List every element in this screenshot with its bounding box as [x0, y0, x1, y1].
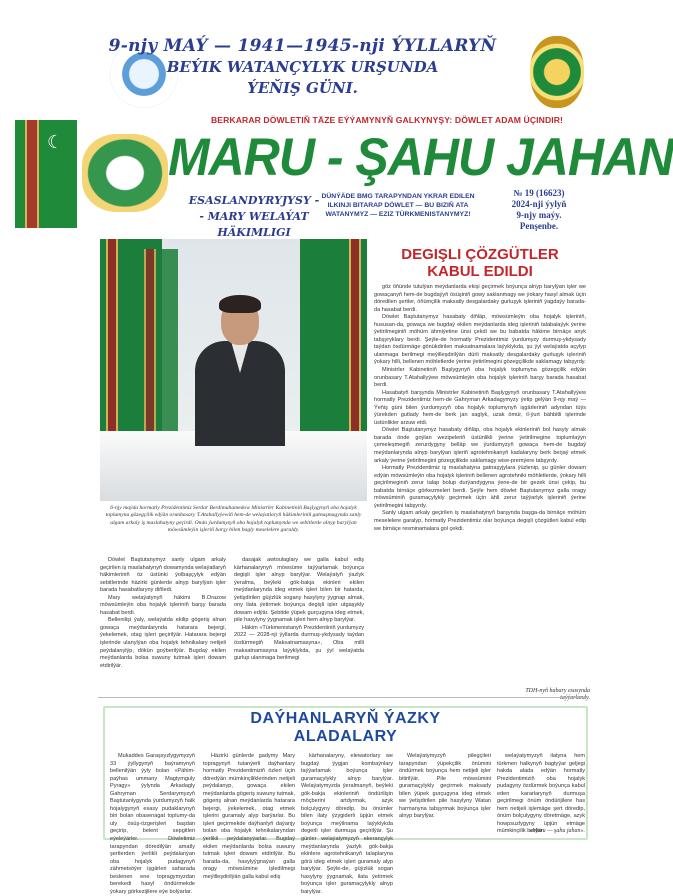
president-photo — [100, 239, 367, 501]
newspaper-title — [168, 127, 673, 188]
article-headline — [375, 246, 585, 280]
farmers-headline-line-2: ALADALARY — [293, 728, 398, 745]
banner-line-1: 9-njy MAÝ — 1941—1945-nji ÝYLLARYŇ — [108, 36, 497, 56]
paragraph: göz öňünde tutulýan meýdanlarda ekişi geçirmek boýunça alnyp barylýan işler we gowaçanyň hem-de bugdaýyň ösüşiniň gowy saklanmagy we ýokary hasyl almak üçin döredilen şertler, öňümçilik maksatly desgalardaky gurluşyk işleriniň ýagdaýy barada-da hasabat berdi. — [374, 284, 586, 313]
tagline: BERKARAR DÖWLETIŇ TÄZE EÝÝAMYNYŇ GALKYNYŞY: DÖWLET ADAM ÜÇINDIR! — [210, 115, 564, 125]
issue-weekday: Penşenbe. — [519, 221, 559, 231]
victory-day-banner — [95, 36, 510, 102]
founder-line-1: ESASLANDYRYJYSY - — [188, 194, 320, 207]
source-credit — [500, 688, 590, 702]
farmers-column-2 — [203, 753, 295, 880]
paragraph: dasajak awtoulaglary we galla kabul ediş kärhanalarynyň möwsüme taýýarlamak boýunça degişli işler alnyp barylýar. Welaýatyň ýazlyk ýeralma, beýleki gök-bakja ekinleri ekilen meýdanlarynda ideg etmek işleri bilen bir hatarda, ýetişdirilen güýzlük sogany hasylyny ýygnap almak, ony ilata ýetirmek boýunça degişli işler utgaşykly dowam edýär. Şebitde ýüpek gurçugyna ideg etmek, pile hasylyny ýygnamak işleri hem alnyp barylýar. — [234, 557, 364, 624]
paragraph: Häkim «Türkmenistanyň Prezidentiniň ýurdumyzy 2022 — 2028-nji ýyllarda durmuş-ykdysady taýdan ösdürmegiň Maksatnamasyna», Oba milli maksatnamasyna laýyklykda, şu ýyl welaýatda gurlup ulanmaga berilmegi — [234, 624, 364, 662]
farmers-column-1 — [110, 753, 195, 895]
paragraph: Bellenilişi ýaly, welaýatda ekilip gögeriş alnan gowaça meýdanlarynda hatarara bejergi, ýekelemek, otag işleri geçirilýär. Hatarara bejergi işlerinde ulanylýan oba hojalyk tehnikalary netijeli peýdalanylýp, dökün goýberilýär. Bugdaý ekilen meýdanlarda bolsa suwuny tutmak işleri dowam etdirilýär. — [100, 617, 226, 669]
banner-line-3: ÝEŇIŞ GÜNI. — [247, 79, 358, 97]
paragraph: welaýatymyzyň ilatyna hem türkmen halkynyň bagtyýar geljegi hakda alada edýän hormatly Prezidentimiziň oba hojalyk pudagyny ösdürmek boýunça kabul eden kararlarynyň durmuşa geçirilmegi önüm öndürijilere has hem netijeli işlemäge şert döredip, önüm bolçulygyny döretmäge, azyk howpsuzlygyny üpjün etmäge mümkinçilik berýär. — [497, 753, 585, 835]
paragraph: Döwlet Baştutanymyz hasabaty diňläp, möwsümleýin oba hojalyk işleriniň, hususan-da, gowaça we bugdaý ekilen meýdanlarda ideg işleriniň talabalaýyk ýerine ýetirilmeginiň möhüm ähmiýetine ünsi çekdi we bu babatda hâkime birnäçe anyk tabşyryklary berdi. Şeýle-de hormatly Prezidentimiz ýurdumyzy durmuş-ykdysady taýdan ösdürmäge gönükdirilen maksatnamalara laýyklykda, şu ýyl welaýatda açylyp ulanmaga berilmegi meýilleşdirilýän dürli maksatly desgalardaky gurluşyk işleriniň ýokary hilli, bellenen möhletlerde ýerine ýetirilmegini gözegçilikde saklamagy tabşyrdy. — [374, 314, 586, 366]
flag-icon: ☾ — [15, 120, 77, 228]
paragraph: kärhanalaryny, elewatorlary we bugdaý ýygjan kombaýnlary taýýarlamak boýunça işler guramaçylykly alnyp barylýar. Welaýatymyzda ýeralmanyň, beýleki gök-bakja ekinleriniň öndürilişin möçberini artdyrmak, azyk bolçulygyny döredip, bu önümler bilen ilaty ýzygiderli üpjün etmek boýunça meýilnama laýyklykda degerli işler durmuşa geçirilýär. Şu günler welaýatymyzyň ekerançylyk meýdanlarynda ýazlyk gök-bakja ekinlere agrotehnikanyň talaplaryna görä ideg etmek işleri guramaly alyp barylýar. Şeýle-de, güýzlük sogan hasylyny ýygnamak, ilata ýetirmek boýunça işler guramaçylykly alnyp barylýar. — [301, 753, 393, 895]
farmers-headline-line-1: DAÝHANLARYŇ ÝAZKY — [250, 710, 441, 727]
credit-line-2: taýýarlandy. — [560, 695, 590, 701]
headline-line-1: DEGIŞLI ÇÖZGÜTLER — [401, 246, 559, 263]
paragraph: Welaýatymyzyň pilegçileri tarapyndan ýüpekçilik önümini öndürmek boýunça hem netijeli işler bitirilýär. Pile möwsümini guramaçylykly geçirmek maksady bilen ýüpek gurçugyna ideg etmek we ýetişdirilen pile hasylyny Watan harmanyna tabşyrmak boýunça işler alnyp barylýar. — [399, 753, 491, 820]
paragraph: Hormatly Prezidentimiz iş maslahatyna gatnaşyjylara ýüzlenip, şu günler dowam edýän möwsümleýin oba hojalyk işleriniň bellenen agrotehniki möhletlerde, ýokary hilli geçirilmeginiň zerur talap bolup durýandygyna ýene-de bir gezek ünsi çekip, bu babatda birnäçe görkezmeleri berdi. Şeýle hem döwlet Baştutanymyz galla oragy möwsüminiň guramaçylykly geçirmek üçin ähli zerur taýýarlyk işleriniň ýerine ýetirilmegini tabşyrdy. — [374, 465, 586, 509]
paragraph: Häzirki günlerde gadymy Mary topragynyň tutanýerli daýhanlary hormatly Prezidentimiziň özleri üçin döredýän mümkinçiliklerinden netijeli peýdalanyp, gowaça ekilen meýdanlarda gögeriş suwuny tutmak, gögeriş alnan meýdanlarda hatarara bejergi, ýekelemek, otag etmek işlerini guramaly alyp barýarlar. Bu işleri geçirmekde daýhanlyň daýanjy bolan oba hojalyk tehnikalaryndan ýerlikli peýdalanyýarlar. Bugdaý ekilen meýdanlarda bolsa suwuny tutmak işleri dowam etdirilýär. Bu barada-da, hasylyýgnaýan galla oragy möwsümine işledilmegi meýilleşdirilýän galla kabul ediş — [203, 753, 295, 880]
founder-line-2: - MARY WELAÝAT HÄKIMLIGI — [199, 210, 309, 239]
paragraph: Mukaddes Garaşsyzlygymyzyň 33 ýyllygynyň baýramynyň bellenilýän ýyly bolan «Pähim-paýhas ummany Magtymguly Pyragy» ýylynda Arkadagly Gahryman Serdarymyzyň Baştutanlygynda ýurdumyzyň halk hojalygynyň esasy pudaklarynyň biri bolan obasenagat toplumy-da uly ösüş-özgerişleri başdan geçirip, belent sepgitleri eýeleýärler. Döwletimiz tarapyndan döredilýän amatly şertlerden ýerlikli peýdalanýan oba hojalyk pudagynyň zähmetsöýer işgärleri saharada beslenen ene topragymyzdan berekedi hasyl öndürmekde ýokary görkezijilere eýe bolýarlar. — [110, 753, 195, 895]
divider — [98, 697, 588, 698]
issue-date: 2024-nji ýylyň — [511, 199, 567, 209]
founder-note — [174, 193, 334, 241]
neutrality-slogan: DÜNÝÄDE BMG TARAPYNDAN YKRAR EDILEN ILKINJI BITARAP DÖWLET — BU BIZIŇ ATA WATANYMYZ — EZIZ TÜRKMENISTANYMYZ! — [321, 193, 475, 218]
farmers-article — [103, 706, 588, 895]
article-left-column-1 — [100, 557, 226, 681]
victory-medal-icon — [530, 36, 584, 108]
article-right-column — [374, 284, 586, 672]
banner-line-2: BEÝIK WATANÇYLYK URŞUNDA — [166, 58, 439, 76]
issue-number: № 19 (16623) — [513, 188, 565, 198]
title-part-1: MARU — [168, 127, 314, 187]
issue-info — [494, 188, 584, 232]
farmers-column-3 — [301, 753, 393, 895]
headline-line-2: KABUL EDILDI — [427, 263, 533, 280]
photo-caption: 6-njy maýda hormatly Prezidentimiz Serdar Berdimuhamedow Ministrler Kabinetiniň Başlygynyň oba hojalyk toplumyna gözegçilik edýän orunbasary T.Atahallyýewiň hem-de welaýatlaryň häkimleriniň gatnaşmagynda sanly ulgam arkaly iş maslahatyny geçirdi. Onda ýurdumyzyň oba hojalyk toplumynda we sebitlerde alnyp barylýan möwsümleýin işleriň barşy bilen bagly meselelere garaldy. — [105, 505, 362, 533]
issue-day: 9-njy maýy. — [516, 210, 562, 220]
paragraph: Sanly ulgam arkaly geçirilen iş maslahatynyň barşynda başga-da birnäçe möhüm meselelere garalyp, hormatly Prezidentimiz olar boýunça degişli çözgütleri kabul edip we birnäçe resminamalara gol çekdi. — [374, 510, 586, 532]
person-figure — [195, 299, 285, 444]
paragraph: Döwlet Baştutanymyz sanly ulgam arkaly geçirilen iş maslahatynyň dowamynda welaýatlaryň häkimleriniň öz üstünki ýolbaşçylyk edýän sebitlerinde häzirki günlerde alnyp barylýan işler barada hasabatlaryny diňledi. — [100, 557, 226, 594]
region-map-emblem-icon — [82, 134, 168, 212]
farmers-headline — [105, 710, 586, 746]
article-left-column-2 — [234, 557, 364, 681]
title-part-2: ŞAHU JAHAN — [355, 127, 673, 187]
paragraph: Mary welaýatynyň häkimi B.Orazow möwsümleýin oba hojalyk işleriniň barşy barada hasabat berdi. — [100, 594, 226, 616]
paragraph: Hasabatyň barşynda Ministrler Kabinetiniň Başlygynyň orunbasary T.Atahallyýew hormatly Prezidentimiz hem-de Gahryman Arkadagymyzy ýetip gelýän 9-njy maý — Ýeňiş güni bilen ýurdumyzyň oba hojalyk toplumynyň işgärleriniň adyndan tüýs ýürekden gutlady hem-de berk jan saglyk, uzak ömür, il-ýurt bähbitli işlerinde üstünlikler arzuw etdi. — [374, 389, 586, 426]
paragraph: Ministrler Kabinetiniň Başlygynyň oba hojalyk toplumyna gözegçilik edýän orunbasary T.Atahallyýew möwsümleýin oba hojalyk işleriniň barşy barada hasabat berdi. — [374, 367, 586, 389]
title-dash: - — [313, 127, 356, 187]
signature: «Maru — şahu jahan». — [529, 828, 585, 834]
paragraph: Döwlet Baştutanymyz hasabaty diňläp, oba hojalyk ekinleriniň bol hasyly almak barada önde goýlan wezipeleriň üstünlikli ýerine ýetirilmegine toplumlaýyn çemeleşmegiň zerurdygyny belläp we ýurdumyzyň gowaça hem-de bugdaý meýdanlarynda alnyp barylýan işleriň agrotehnikanyň kadalaryny berk berjaý etmek arkaly ýerine ýetirilmegini gözegçilikde saklamagy wise-premýere tabşyrdy. — [374, 427, 586, 464]
credit-line-1: TDH-nyň habary esasynda — [525, 688, 590, 694]
farmers-column-4 — [399, 753, 491, 820]
